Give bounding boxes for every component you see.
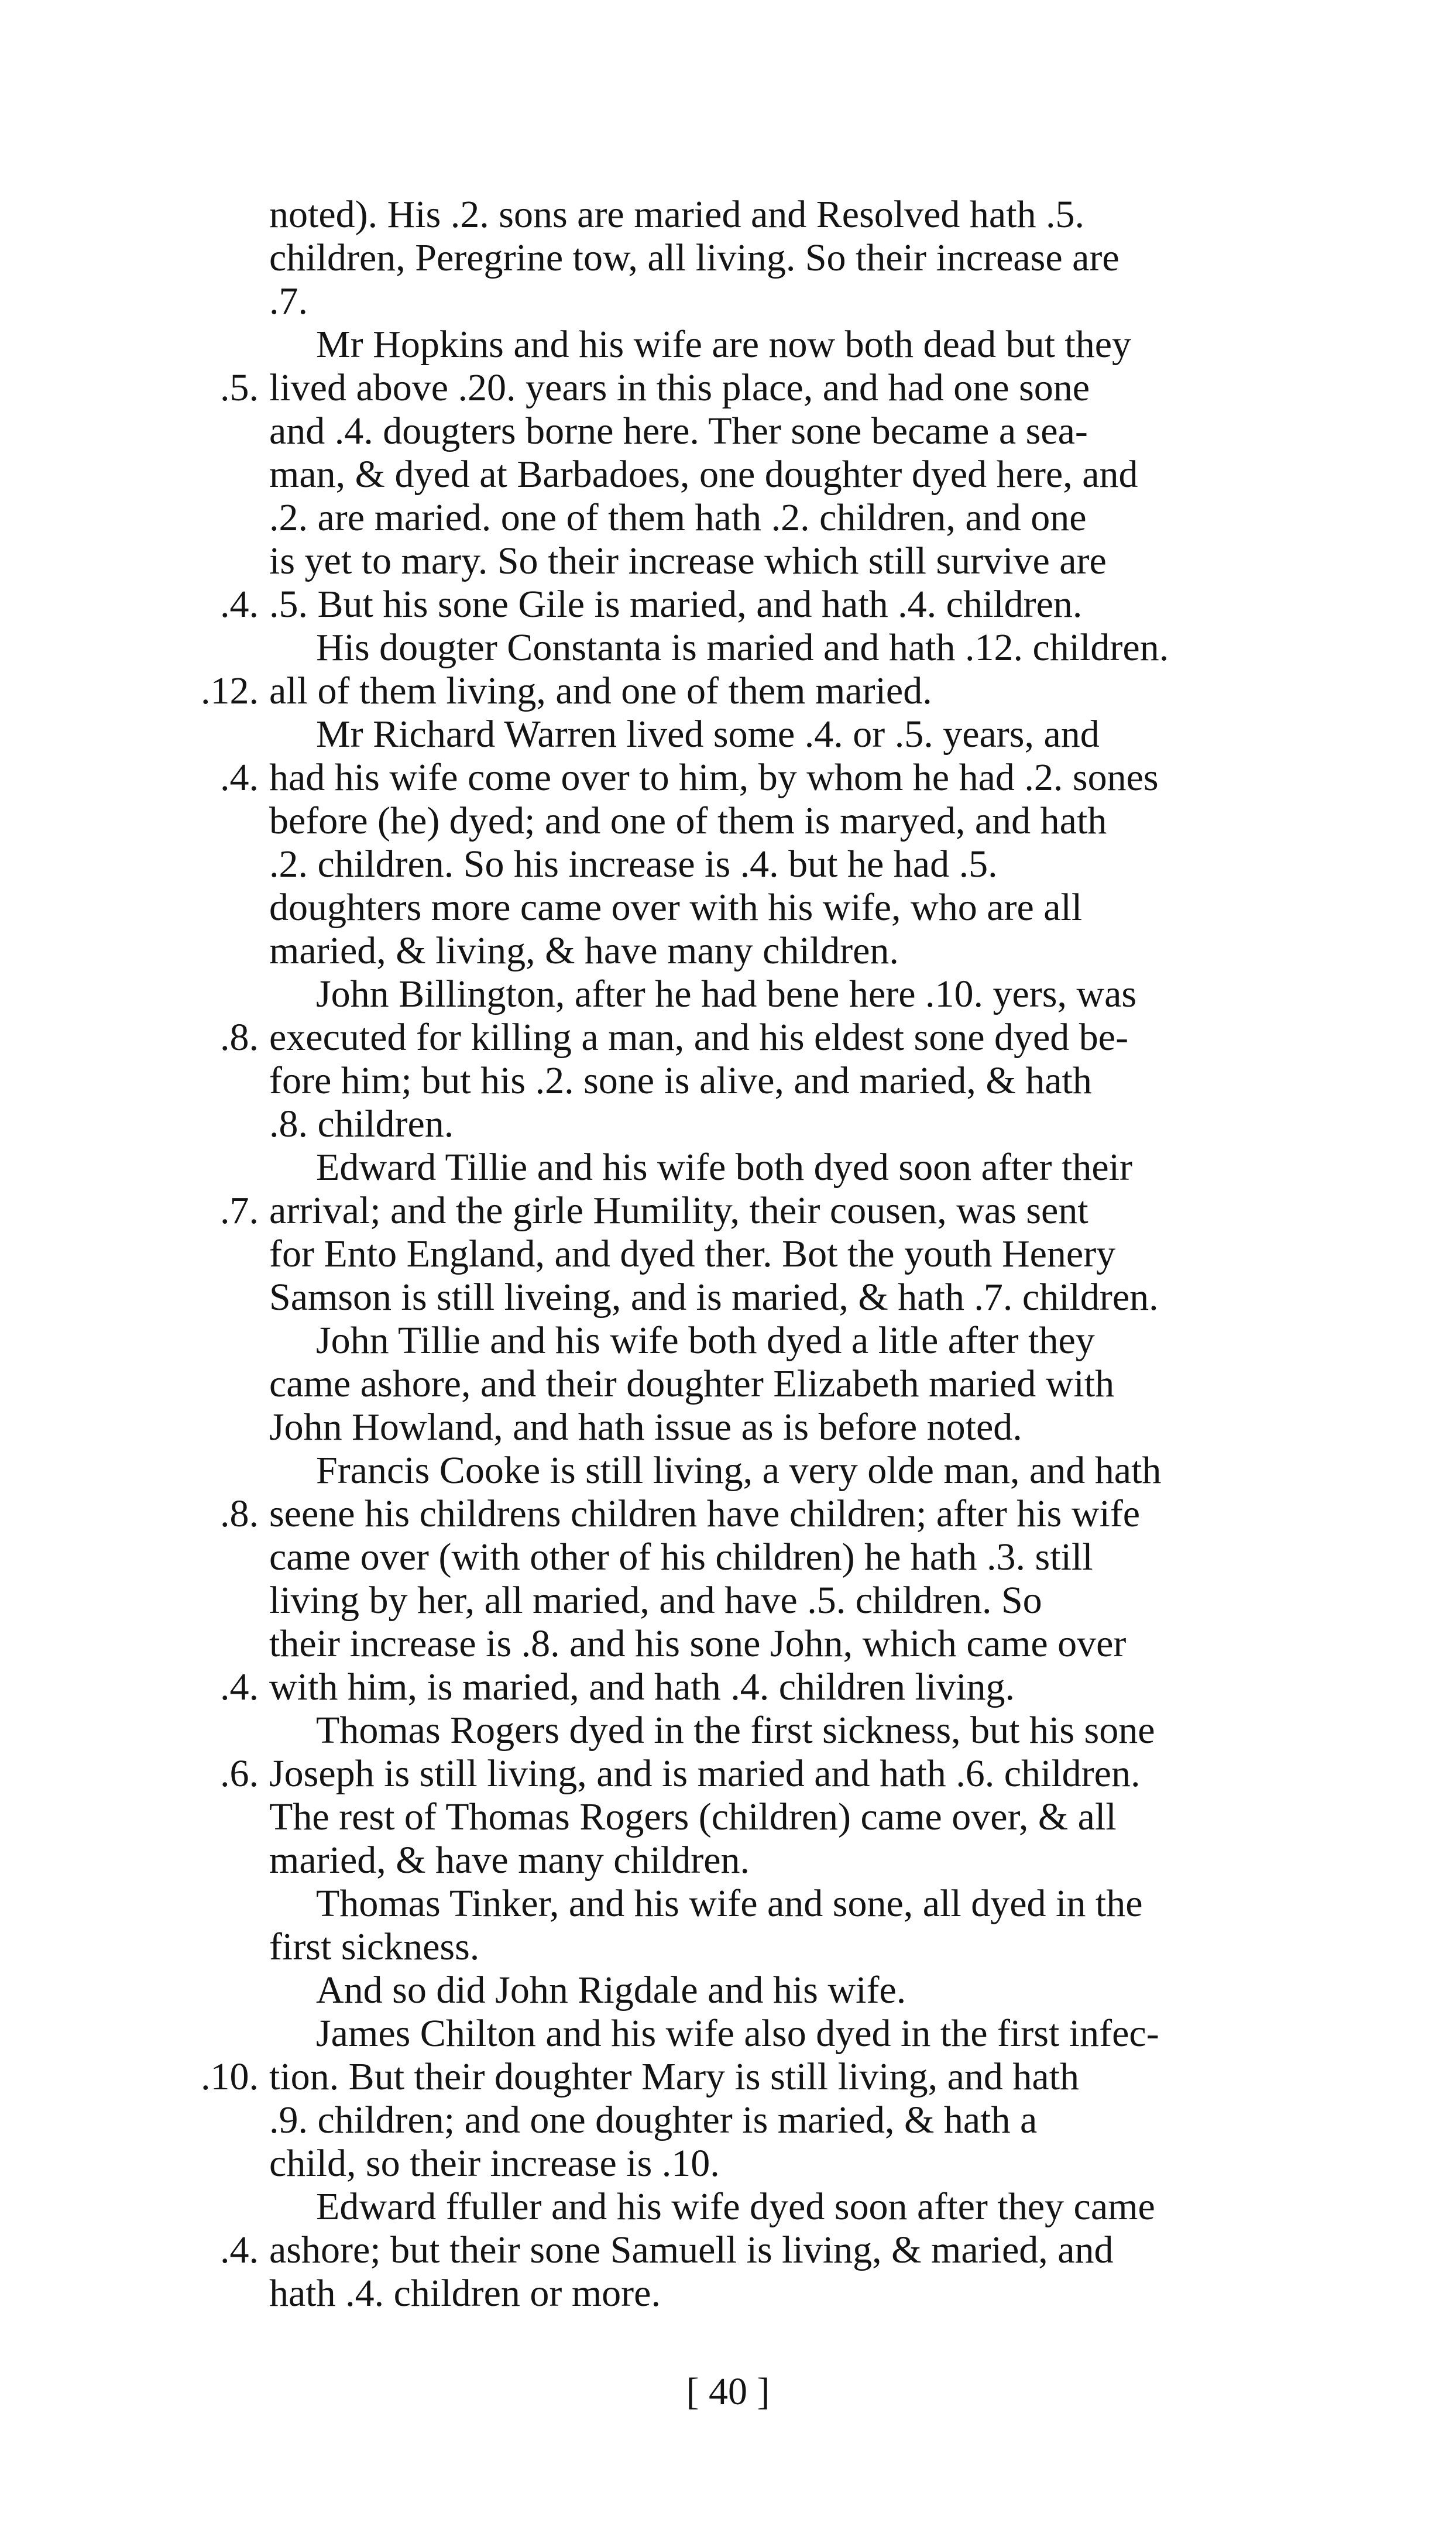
text-line — [269, 886, 1381, 929]
text-line — [201, 2055, 1381, 2099]
line-text: living by her, all maried, and have .5. children. So — [269, 1579, 1042, 1622]
margin-note: .4. — [220, 1666, 259, 1708]
margin-note: .4. — [220, 756, 259, 799]
line-text: child, so their increase is .10. — [269, 2142, 720, 2185]
text-line — [269, 2012, 1381, 2055]
line-text: .2. children. So his increase is .4. but he had .5. — [269, 843, 998, 885]
line-text: His dougter Constanta is maried and hath .12. children. — [316, 626, 1169, 669]
text-line — [269, 713, 1381, 756]
margin-note: .6. — [220, 1752, 259, 1795]
text-line — [269, 2142, 1381, 2185]
margin-note: .8. — [220, 1016, 259, 1059]
margin-note: .7. — [220, 1189, 259, 1232]
text-line — [269, 626, 1381, 670]
text-line — [269, 1536, 1381, 1579]
line-text: The rest of Thomas Rogers (children) came over, & all — [269, 1796, 1117, 1838]
line-text: fore him; but his .2. sone is alive, and maried, & hath — [269, 1059, 1092, 1102]
text-line — [220, 2229, 1381, 2272]
text-line — [269, 1059, 1381, 1103]
text-line — [201, 670, 1381, 713]
margin-note: .4. — [220, 583, 259, 626]
text-line — [220, 366, 1381, 410]
text-line — [269, 1276, 1381, 1319]
line-text: Thomas Rogers dyed in the first sickness, but his sone — [316, 1709, 1155, 1752]
text-line — [269, 193, 1381, 236]
line-text: .9. children; and one doughter is maried, & hath a — [269, 2099, 1038, 2141]
text-line — [269, 2185, 1381, 2229]
line-text: noted). His .2. sons are maried and Resolved hath .5. — [269, 193, 1085, 236]
line-text: had his wife come over to him, by whom he had .2. sones — [269, 756, 1159, 799]
line-text: man, & dyed at Barbadoes, one doughter dyed here, and — [269, 453, 1138, 496]
line-text: .5. But his sone Gile is maried, and hath .4. children. — [269, 583, 1083, 626]
line-text: Edward ffuller and his wife dyed soon after they came — [316, 2185, 1155, 2228]
line-text: executed for killing a man, and his eldest sone dyed be- — [269, 1016, 1129, 1059]
text-line — [269, 929, 1381, 973]
line-text: John Howland, and hath issue as is before noted. — [269, 1406, 1022, 1448]
line-text: .7. — [269, 280, 308, 322]
text-line — [269, 1103, 1381, 1146]
margin-note: .5. — [220, 366, 259, 409]
text-line — [269, 1622, 1381, 1666]
margin-note: .12. — [201, 670, 259, 712]
text-line — [269, 1969, 1381, 2012]
margin-note: .8. — [220, 1492, 259, 1535]
line-text: Mr Hopkins and his wife are now both dead but they — [316, 323, 1132, 366]
line-text: Joseph is still living, and is maried and hath .6. children. — [269, 1752, 1141, 1795]
line-text: tion. But their doughter Mary is still living, and hath — [269, 2055, 1080, 2098]
line-text: Edward Tillie and his wife both dyed soon after their — [316, 1146, 1132, 1189]
text-line — [269, 280, 1381, 323]
text-line — [269, 973, 1381, 1016]
line-text: first sickness. — [269, 1925, 480, 1968]
text-line — [269, 1362, 1381, 1406]
text-line — [269, 1406, 1381, 1449]
line-text: ashore; but their sone Samuell is living, & maried, and — [269, 2229, 1114, 2271]
text-line — [220, 756, 1381, 799]
text-line — [220, 1189, 1381, 1233]
text-line — [269, 843, 1381, 886]
line-text: And so did John Rigdale and his wife. — [316, 1969, 906, 2011]
line-text: is yet to mary. So their increase which still survive are — [269, 540, 1107, 582]
line-text: all of them living, and one of them maried. — [269, 670, 932, 712]
text-line — [269, 2272, 1381, 2315]
text-line — [269, 2099, 1381, 2142]
text-line — [269, 323, 1381, 366]
line-text: came ashore, and their doughter Elizabeth maried with — [269, 1362, 1115, 1405]
line-text: Thomas Tinker, and his wife and sone, all dyed in the — [316, 1882, 1143, 1925]
line-text: children, Peregrine tow, all living. So their increase are — [269, 236, 1120, 279]
line-text: maried, & living, & have many children. — [269, 929, 899, 972]
line-text: doughters more came over with his wife, who are all — [269, 886, 1083, 929]
page-number: [ 40 ] — [686, 2370, 770, 2413]
text-line — [269, 453, 1381, 496]
line-text: lived above .20. years in this place, and had one sone — [269, 366, 1090, 409]
text-line — [269, 799, 1381, 843]
line-text: John Tillie and his wife both dyed a litle after they — [316, 1319, 1095, 1362]
line-text: arrival; and the girle Humility, their cousen, was sent — [269, 1189, 1088, 1232]
line-text: Samson is still liveing, and is maried, & hath .7. children. — [269, 1276, 1159, 1319]
line-text: hath .4. children or more. — [269, 2272, 661, 2315]
margin-note: .4. — [220, 2229, 259, 2271]
text-line — [220, 1666, 1381, 1709]
text-line — [269, 236, 1381, 280]
line-text: John Billington, after he had bene here .10. yers, was — [316, 973, 1137, 1015]
line-text: with him, is maried, and hath .4. children living. — [269, 1666, 1015, 1708]
line-text: before (he) dyed; and one of them is maryed, and hath — [269, 799, 1107, 842]
line-text: their increase is .8. and his sone John, which came over — [269, 1622, 1127, 1665]
text-line — [269, 1882, 1381, 1925]
text-line — [269, 1925, 1381, 1969]
line-text: .2. are maried. one of them hath .2. children, and one — [269, 496, 1087, 539]
text-line — [269, 1319, 1381, 1362]
text-line — [269, 1796, 1381, 1839]
line-text: .8. children. — [269, 1103, 454, 1145]
text-line — [269, 1839, 1381, 1882]
line-text: Mr Richard Warren lived some .4. or .5. years, and — [316, 713, 1100, 756]
text-line — [220, 1752, 1381, 1796]
line-text: for Ento England, and dyed ther. Bot the youth Henery — [269, 1233, 1116, 1275]
line-text: and .4. dougters borne here. Ther sone became a sea- — [269, 410, 1088, 452]
text-line — [269, 1233, 1381, 1276]
line-text: maried, & have many children. — [269, 1839, 750, 1882]
text-line — [269, 496, 1381, 540]
body-text — [201, 193, 1381, 2315]
line-text: Francis Cooke is still living, a very olde man, and hath — [316, 1449, 1162, 1492]
line-text: came over (with other of his children) he hath .3. still — [269, 1536, 1093, 1578]
text-line — [269, 1449, 1381, 1492]
line-text: James Chilton and his wife also dyed in the first infec- — [316, 2012, 1159, 2055]
text-line — [220, 583, 1381, 626]
text-line — [269, 540, 1381, 583]
text-line — [220, 1016, 1381, 1059]
margin-note: .10. — [201, 2055, 259, 2098]
text-line — [269, 410, 1381, 453]
text-line — [220, 1492, 1381, 1536]
text-line — [269, 1146, 1381, 1189]
line-text: seene his childrens children have children; after his wife — [269, 1492, 1141, 1535]
text-line — [269, 1579, 1381, 1622]
text-line — [269, 1709, 1381, 1752]
